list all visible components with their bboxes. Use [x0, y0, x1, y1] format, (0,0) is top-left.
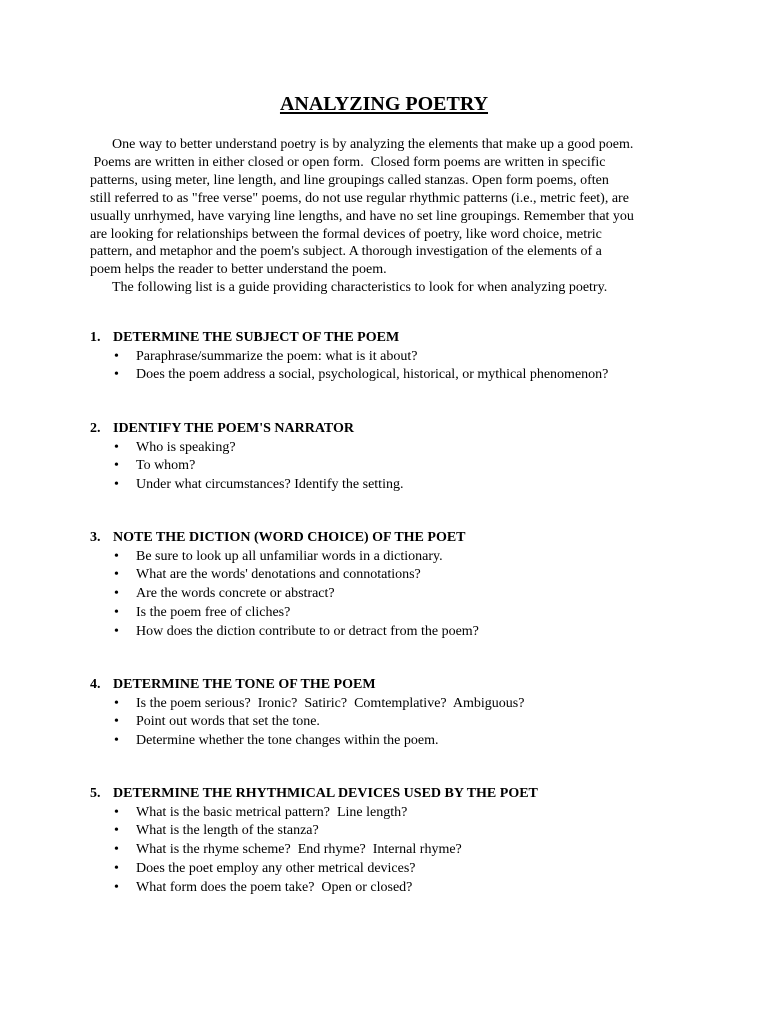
bullet-list [90, 348, 710, 385]
list-item-text: What is the rhyme scheme? End rhyme? Internal rhyme? [136, 842, 462, 858]
list-item [90, 804, 710, 823]
list-item-text: What is the length of the stanza? [136, 823, 319, 839]
section-heading [90, 529, 710, 548]
intro-paragraph [90, 136, 690, 297]
bullet-list [90, 804, 710, 898]
list-item [90, 732, 710, 751]
list-item-text: Under what circumstances? Identify the setting. [136, 477, 404, 493]
page-title: ANALYZING POETRY [279, 93, 489, 115]
list-item [90, 713, 710, 732]
bullet-icon: • [114, 823, 119, 839]
bullet-icon: • [114, 733, 119, 749]
intro-line: usually unrhymed, have varying line lengths, and have no set line groupings. Remember that you [90, 208, 634, 224]
list-item [90, 366, 710, 385]
section-number: 1. [90, 330, 101, 345]
list-item [90, 439, 710, 458]
section-narrator [90, 420, 710, 495]
list-item [90, 457, 710, 476]
section-title: NOTE THE DICTION (WORD CHOICE) OF THE POET [113, 530, 466, 545]
section-diction [90, 529, 710, 641]
section-heading [90, 676, 710, 695]
section-number: 2. [90, 421, 101, 436]
list-item-text: How does the diction contribute to or detract from the poem? [136, 623, 479, 639]
bullet-icon: • [114, 804, 119, 820]
list-item-text: Be sure to look up all unfamiliar words in a dictionary. [136, 548, 443, 564]
section-number: 5. [90, 786, 101, 801]
bullet-list [90, 439, 710, 495]
section-rhythm [90, 785, 710, 897]
list-item-text: What is the basic metrical pattern? Line length? [136, 804, 408, 820]
section-title: DETERMINE THE RHYTHMICAL DEVICES USED BY THE POET [113, 786, 538, 801]
section-heading [90, 329, 710, 348]
bullet-icon: • [114, 567, 119, 583]
bullet-icon: • [114, 548, 119, 564]
list-item-text: Who is speaking? [136, 439, 236, 455]
bullet-icon: • [114, 439, 119, 455]
intro-line: One way to better understand poetry is by analyzing the elements that make up a good poem. [112, 137, 634, 152]
bullet-list [90, 695, 710, 751]
list-item [90, 585, 710, 604]
list-item-text: Does the poet employ any other metrical devices? [136, 860, 416, 876]
intro-line: poem helps the reader to better understand the poem. [90, 262, 387, 278]
list-item [90, 695, 710, 714]
section-title: IDENTIFY THE POEM'S NARRATOR [113, 421, 355, 436]
bullet-icon: • [114, 842, 119, 858]
list-item [90, 623, 710, 642]
bullet-icon: • [114, 879, 119, 895]
intro-second-paragraph: The following list is a guide providing characteristics to look for when analyzing poetry. [112, 280, 608, 296]
list-item-text: Is the poem free of cliches? [136, 604, 291, 620]
intro-line: Poems are written in either closed or open form. Closed form poems are written in specific [90, 154, 606, 170]
list-item-text: Point out words that set the tone. [136, 714, 320, 730]
bullet-icon: • [114, 604, 119, 620]
intro-text-continued [90, 154, 690, 279]
bullet-icon: • [114, 348, 119, 364]
intro-text [90, 136, 690, 154]
bullet-icon: • [114, 586, 119, 602]
section-number: 3. [90, 530, 101, 545]
list-item-text: What are the words' denotations and connotations? [136, 567, 421, 583]
intro-line: pattern, and metaphor and the poem's subject. A thorough investigation of the elements of a [90, 244, 602, 260]
list-item [90, 476, 710, 495]
list-item [90, 604, 710, 623]
intro-line: are looking for relationships between the formal devices of poetry, like word choice, metric [90, 226, 602, 242]
bullet-icon: • [114, 477, 119, 493]
list-item [90, 860, 710, 879]
bullet-icon: • [114, 695, 119, 711]
list-item-text: Does the poem address a social, psychological, historical, or mythical phenomenon? [136, 367, 609, 383]
list-item-text: To whom? [136, 458, 196, 474]
list-item-text: Are the words concrete or abstract? [136, 586, 335, 602]
list-item [90, 566, 710, 585]
intro-line: patterns, using meter, line length, and line groupings called stanzas. Open form poems, often [90, 172, 609, 188]
section-subject [90, 329, 710, 385]
section-heading [90, 785, 710, 804]
list-item [90, 348, 710, 367]
list-item-text: Determine whether the tone changes within the poem. [136, 733, 439, 749]
bullet-list [90, 548, 710, 642]
bullet-icon: • [114, 458, 119, 474]
list-item [90, 548, 710, 567]
bullet-icon: • [114, 367, 119, 383]
section-tone [90, 676, 710, 751]
section-title: DETERMINE THE TONE OF THE POEM [113, 677, 376, 692]
section-number: 4. [90, 677, 101, 692]
bullet-icon: • [114, 860, 119, 876]
list-item-text: Is the poem serious? Ironic? Satiric? Comtemplative? Ambiguous? [136, 695, 525, 711]
list-item [90, 841, 710, 860]
intro-line: still referred to as "free verse" poems, do not use regular rhythmic patterns (i.e., metric feet), are [90, 190, 629, 206]
list-item-text: What form does the poem take? Open or closed? [136, 879, 413, 895]
section-heading [90, 420, 710, 439]
bullet-icon: • [114, 714, 119, 730]
list-item-text: Paraphrase/summarize the poem: what is it about? [136, 348, 418, 364]
list-item [90, 879, 710, 898]
bullet-icon: • [114, 623, 119, 639]
list-item [90, 822, 710, 841]
section-title: DETERMINE THE SUBJECT OF THE POEM [113, 330, 400, 345]
